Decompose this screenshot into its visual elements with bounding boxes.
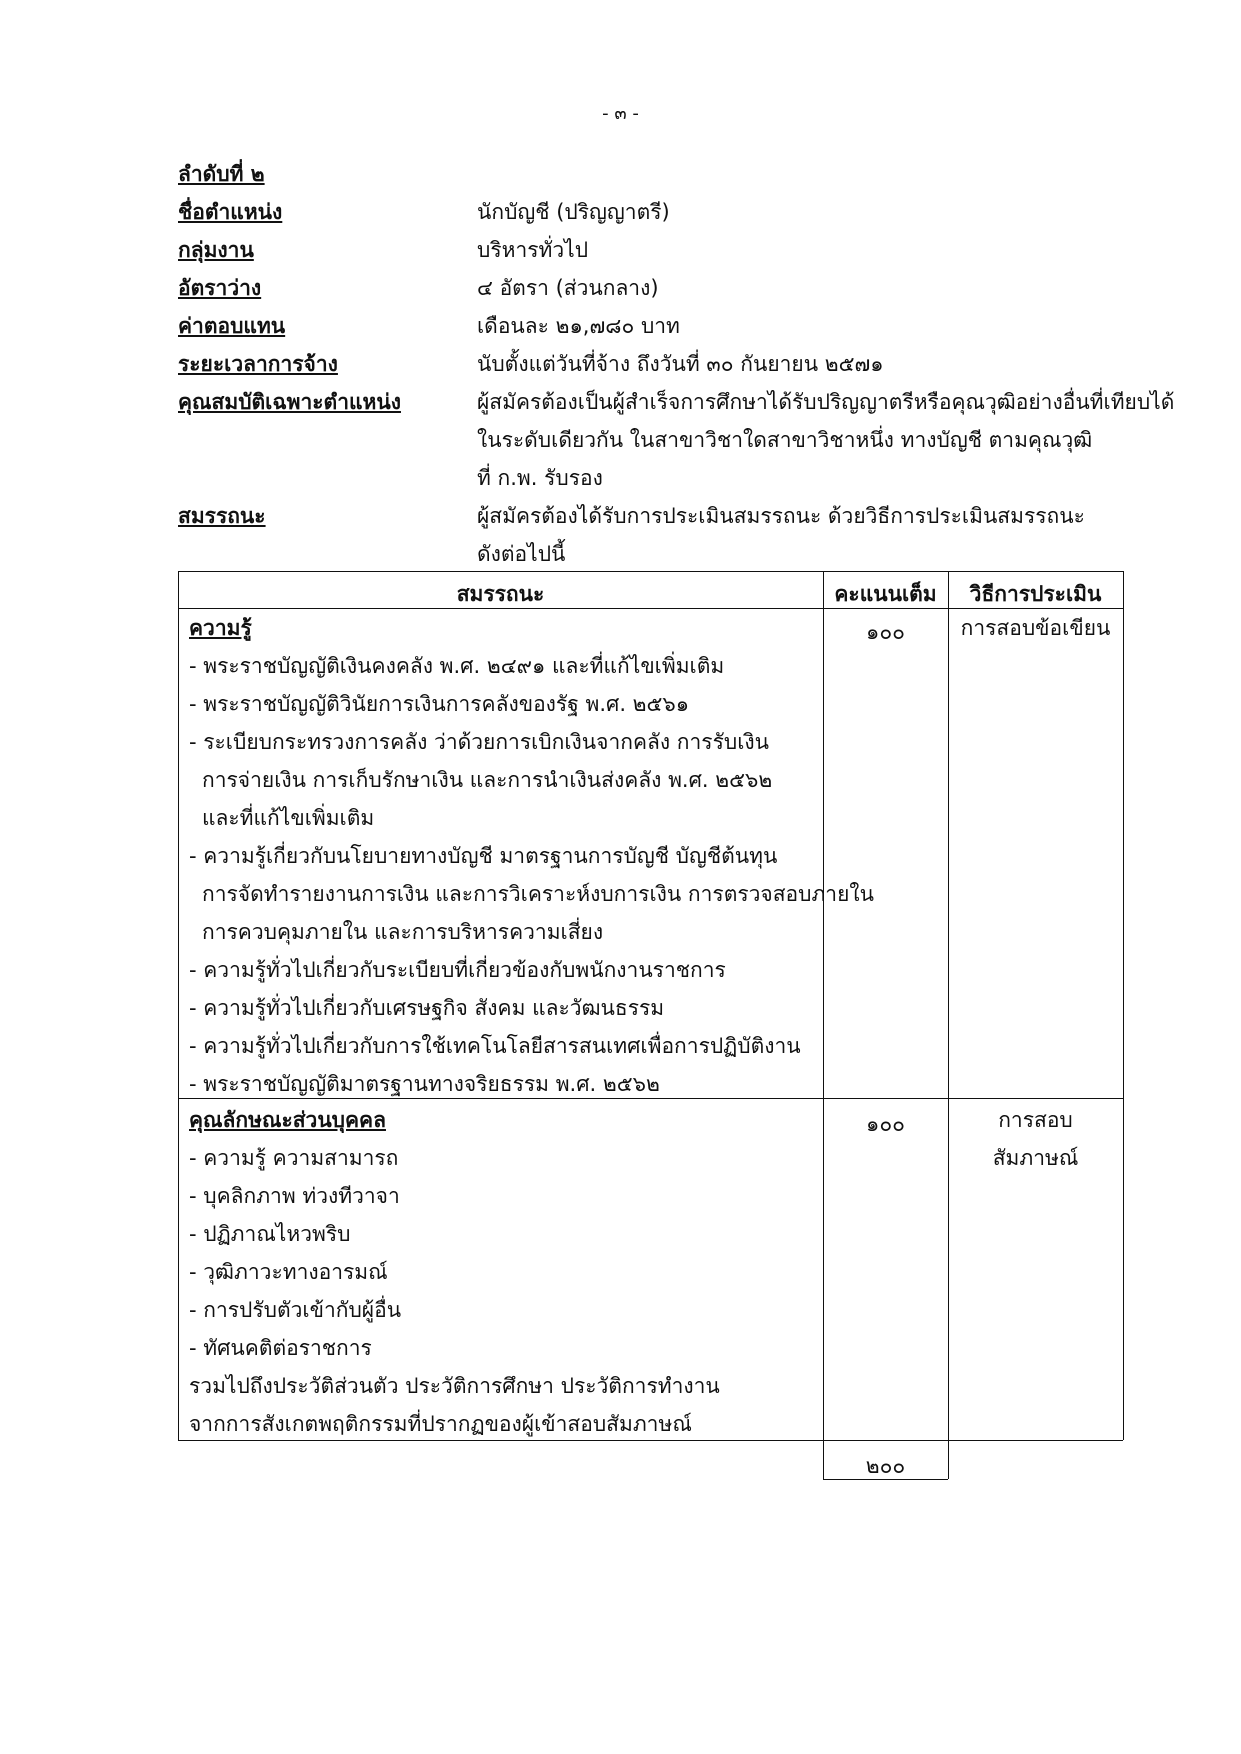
personal-item: - ปฏิภาณไหวพริบ (189, 1222, 351, 1246)
header-full-score: คะแนนเต็ม (834, 582, 937, 606)
knowledge-item: - ระเบียบกระทรวงการคลัง ว่าด้วยการเบิกเงินจากคลัง การรับเงิน (189, 730, 769, 754)
knowledge-item: - ความรู้ทั่วไปเกี่ยวกับการใช้เทคโนโลยีสารสนเทศเพื่อการปฏิบัติงาน (189, 1034, 801, 1058)
compensation-label: ค่าตอบแทน (178, 314, 286, 338)
row-personal-method-line-1: การสอบ (998, 1108, 1073, 1132)
knowledge-item: - ความรู้ทั่วไปเกี่ยวกับระเบียบที่เกี่ยวข้องกับพนักงานราชการ (189, 958, 726, 982)
personal-item: - บุคลิกภาพ ท่วงทีวาจา (189, 1184, 400, 1208)
vacancy-label: อัตราว่าง (178, 276, 262, 300)
knowledge-item: - พระราชบัญญัติมาตรฐานทางจริยธรรม พ.ศ. ๒๕๖๒ (189, 1072, 660, 1096)
row-personal-method-line-2: สัมภาษณ์ (992, 1146, 1079, 1170)
table-border-col-1 (823, 571, 824, 1479)
total-score: ๒๐๐ (865, 1454, 906, 1478)
personal-item: - ทัศนคติต่อราชการ (189, 1336, 372, 1360)
knowledge-item: การจ่ายเงิน การเก็บรักษาเงิน และการนำเงินส่งคลัง พ.ศ. ๒๕๖๒ (202, 768, 773, 792)
qualification-line-1: ผู้สมัครต้องเป็นผู้สำเร็จการศึกษาได้รับปริญญาตรีหรือคุณวุฒิอย่างอื่นที่เทียบได้ (477, 390, 1175, 414)
header-method: วิธีการประเมิน (969, 582, 1102, 606)
position-name-value: นักบัญชี (ปริญญาตรี) (477, 200, 670, 224)
row-knowledge-score: ๑๐๐ (866, 620, 905, 644)
knowledge-item: และที่แก้ไขเพิ่มเติม (202, 806, 375, 830)
knowledge-item: การควบคุมภายใน และการบริหารความเสี่ยง (202, 920, 604, 944)
competency-label: สมรรถนะ (178, 504, 266, 528)
table-border-top (178, 571, 1123, 572)
knowledge-item: - ความรู้ทั่วไปเกี่ยวกับเศรษฐกิจ สังคม และวัฒนธรรม (189, 996, 665, 1020)
header-competency: สมรรถนะ (456, 582, 545, 606)
competency-line-2: ดังต่อไปนี้ (477, 542, 566, 566)
row-personal-title: คุณลักษณะส่วนบุคคล (189, 1108, 386, 1132)
table-border-left (178, 571, 179, 1440)
table-border-col-2 (948, 571, 949, 1479)
compensation-value: เดือนละ ๒๑,๗๘๐ บาท (477, 314, 680, 338)
work-group-value: บริหารทั่วไป (477, 238, 589, 262)
personal-item: - การปรับตัวเข้ากับผู้อื่น (189, 1298, 402, 1322)
personal-item: - วุฒิภาวะทางอารมณ์ (189, 1260, 388, 1284)
personal-item: จากการสังเกตพฤติกรรมที่ปรากฏของผู้เข้าสอบสัมภาษณ์ (189, 1412, 692, 1436)
personal-item: รวมไปถึงประวัติส่วนตัว ประวัติการศึกษา ประวัติการทำงาน (189, 1374, 720, 1398)
qualification-line-3: ที่ ก.พ. รับรอง (477, 466, 603, 490)
page-number: - ๓ - (602, 103, 639, 124)
order-label: ลำดับที่ ๒ (178, 162, 265, 186)
qualification-line-2: ในระดับเดียวกัน ในสาขาวิชาใดสาขาวิชาหนึ่ง ทางบัญชี ตามคุณวุฒิ (477, 428, 1093, 452)
row-personal-score: ๑๐๐ (866, 1112, 905, 1136)
work-group-label: กลุ่มงาน (178, 238, 254, 262)
employment-period-value: นับตั้งแต่วันที่จ้าง ถึงวันที่ ๓๐ กันยายน ๒๕๗๑ (477, 352, 884, 376)
table-border-right (1123, 571, 1124, 1440)
knowledge-item: - พระราชบัญญัติเงินคงคลัง พ.ศ. ๒๔๙๑ และที่แก้ไขเพิ่มเติม (189, 654, 725, 678)
personal-item: - ความรู้ ความสามารถ (189, 1146, 399, 1170)
knowledge-item: การจัดทำรายงานการเงิน และการวิเคราะห์งบการเงิน การตรวจสอบภายใน (202, 882, 875, 906)
row-knowledge-title: ความรู้ (189, 616, 252, 640)
employment-period-label: ระยะเวลาการจ้าง (178, 352, 338, 376)
position-name-label: ชื่อตำแหน่ง (178, 200, 283, 224)
competency-line-1: ผู้สมัครต้องได้รับการประเมินสมรรถนะ ด้วยวิธีการประเมินสมรรถนะ (477, 504, 1085, 528)
qualification-label: คุณสมบัติเฉพาะตำแหน่ง (178, 390, 401, 414)
knowledge-item: - ความรู้เกี่ยวกับนโยบายทางบัญชี มาตรฐานการบัญชี บัญชีต้นทุน (189, 844, 778, 868)
vacancy-value: ๔ อัตรา (ส่วนกลาง) (477, 276, 659, 300)
knowledge-item: - พระราชบัญญัติวินัยการเงินการคลังของรัฐ พ.ศ. ๒๕๖๑ (189, 692, 690, 716)
row-knowledge-method: การสอบข้อเขียน (960, 616, 1111, 640)
